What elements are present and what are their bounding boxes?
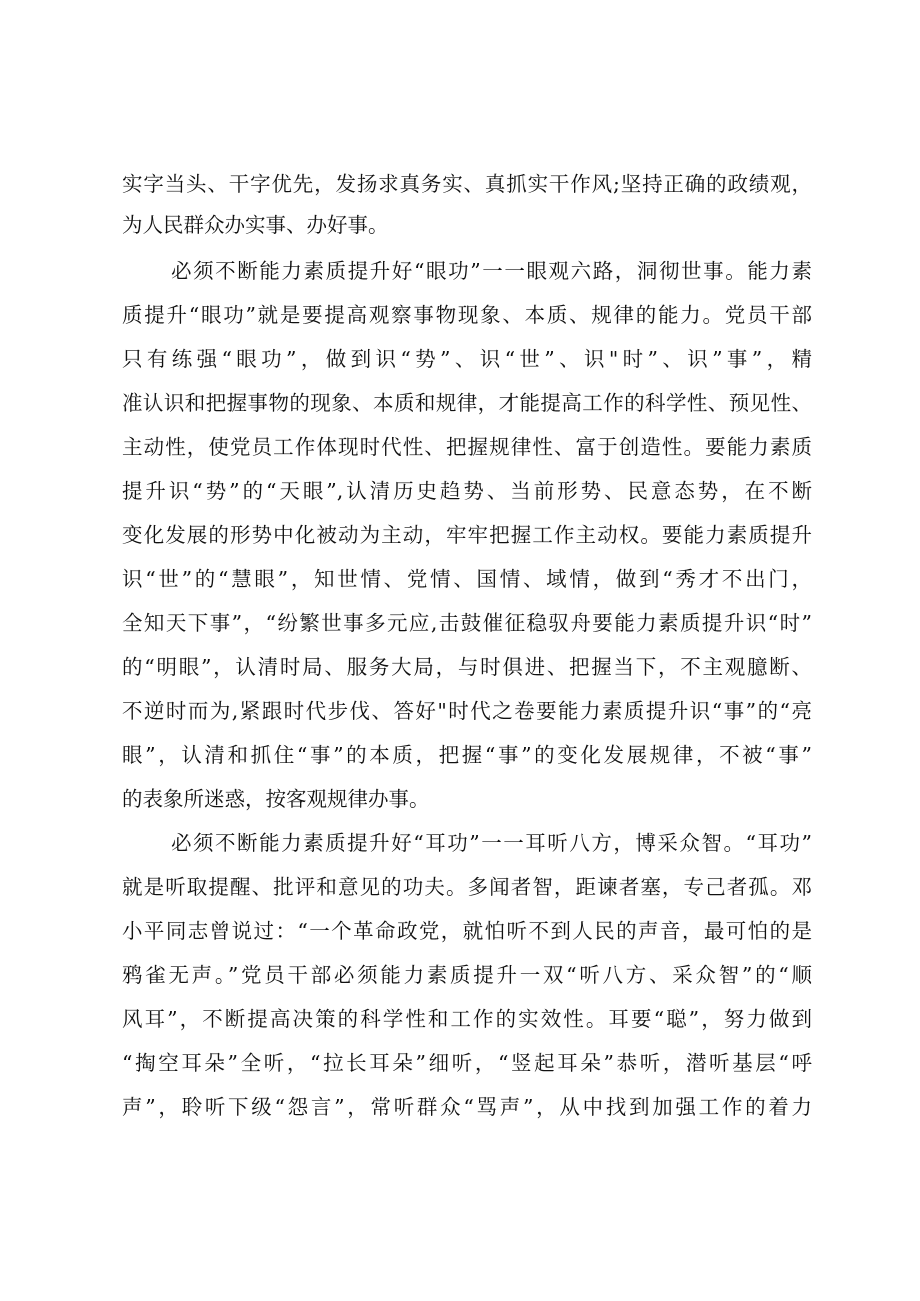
text-line: 识“世”的“慧眼”，知世情、党情、国情、域情，做到“秀才不出门， [122,567,812,591]
text-line: 提升识“势”的“天眼”,认清历史趋势、当前形势、民意态势，在不断 [122,479,812,503]
paragraph-first-line: 必须不断能力素质提升好“耳功”一一耳听八方，博采众智。“耳功” [171,831,812,855]
text-line: 只有练强“眼功”，做到识“势”、识“世”、识"时”、识”事”，精 [122,347,812,371]
text-line: 为人民群众办实事、办好事。 [122,213,389,237]
text-line: 鸦雀无声。”党员干部必须能力素质提升一双“听八方、采众智”的“顺 [122,963,812,987]
text-line: 风耳”，不断提高决策的科学性和工作的实效性。耳要“聪”，努力做到 [122,1007,812,1031]
text-line: 变化发展的形势中化被动为主动，牢牢把握工作主动权。要能力素质提升 [122,523,812,547]
text-line: 实字当头、干字优先，发扬求真务实、真抓实干作风;坚持正确的政绩观， [122,172,812,196]
text-line: 全知天下事”，“纷繁世事多元应,击鼓催征稳驭舟要能力素质提升识“时” [122,611,812,635]
text-line: 主动性，使党员工作体现时代性、把握规律性、富于创造性。要能力素质 [122,435,812,459]
text-line: 不逆时而为,紧跟时代步伐、答好"时代之卷要能力素质提升识“事”的“亮 [122,699,812,723]
text-line: 准认识和把握事物的现象、本质和规律，才能提高工作的科学性、预见性、 [122,391,812,415]
text-line: 质提升“眼功”就是要提高观察事物现象、本质、规律的能力。党员干部 [122,303,812,327]
text-line: 小平同志曾说过：“一个革命政党，就怕听不到人民的声音，最可怕的是 [122,919,812,943]
text-line: “掏空耳朵”全听，“拉长耳朵”细听，“竖起耳朵”恭听，潜听基层“呼 [122,1051,812,1075]
text-line: 眼”，认清和抓住“事”的本质，把握“事”的变化发展规律，不被“事” [122,743,812,767]
text-line: 的“明眼”，认清时局、服务大局，与时俱进、把握当下，不主观臆断、 [122,655,812,679]
text-line: 声”，聆听下级“怨言”，常听群众“骂声”，从中找到加强工作的着力 [122,1095,812,1119]
text-line: 的表象所迷惑，按客观规律办事。 [122,787,430,811]
text-line: 就是听取提醒、批评和意见的功夫。多闻者智，距谏者塞，专己者孤。邓 [122,875,812,899]
paragraph-first-line: 必须不断能力素质提升好“眼功”一一眼观六路，洞彻世事。能力素 [171,259,812,283]
